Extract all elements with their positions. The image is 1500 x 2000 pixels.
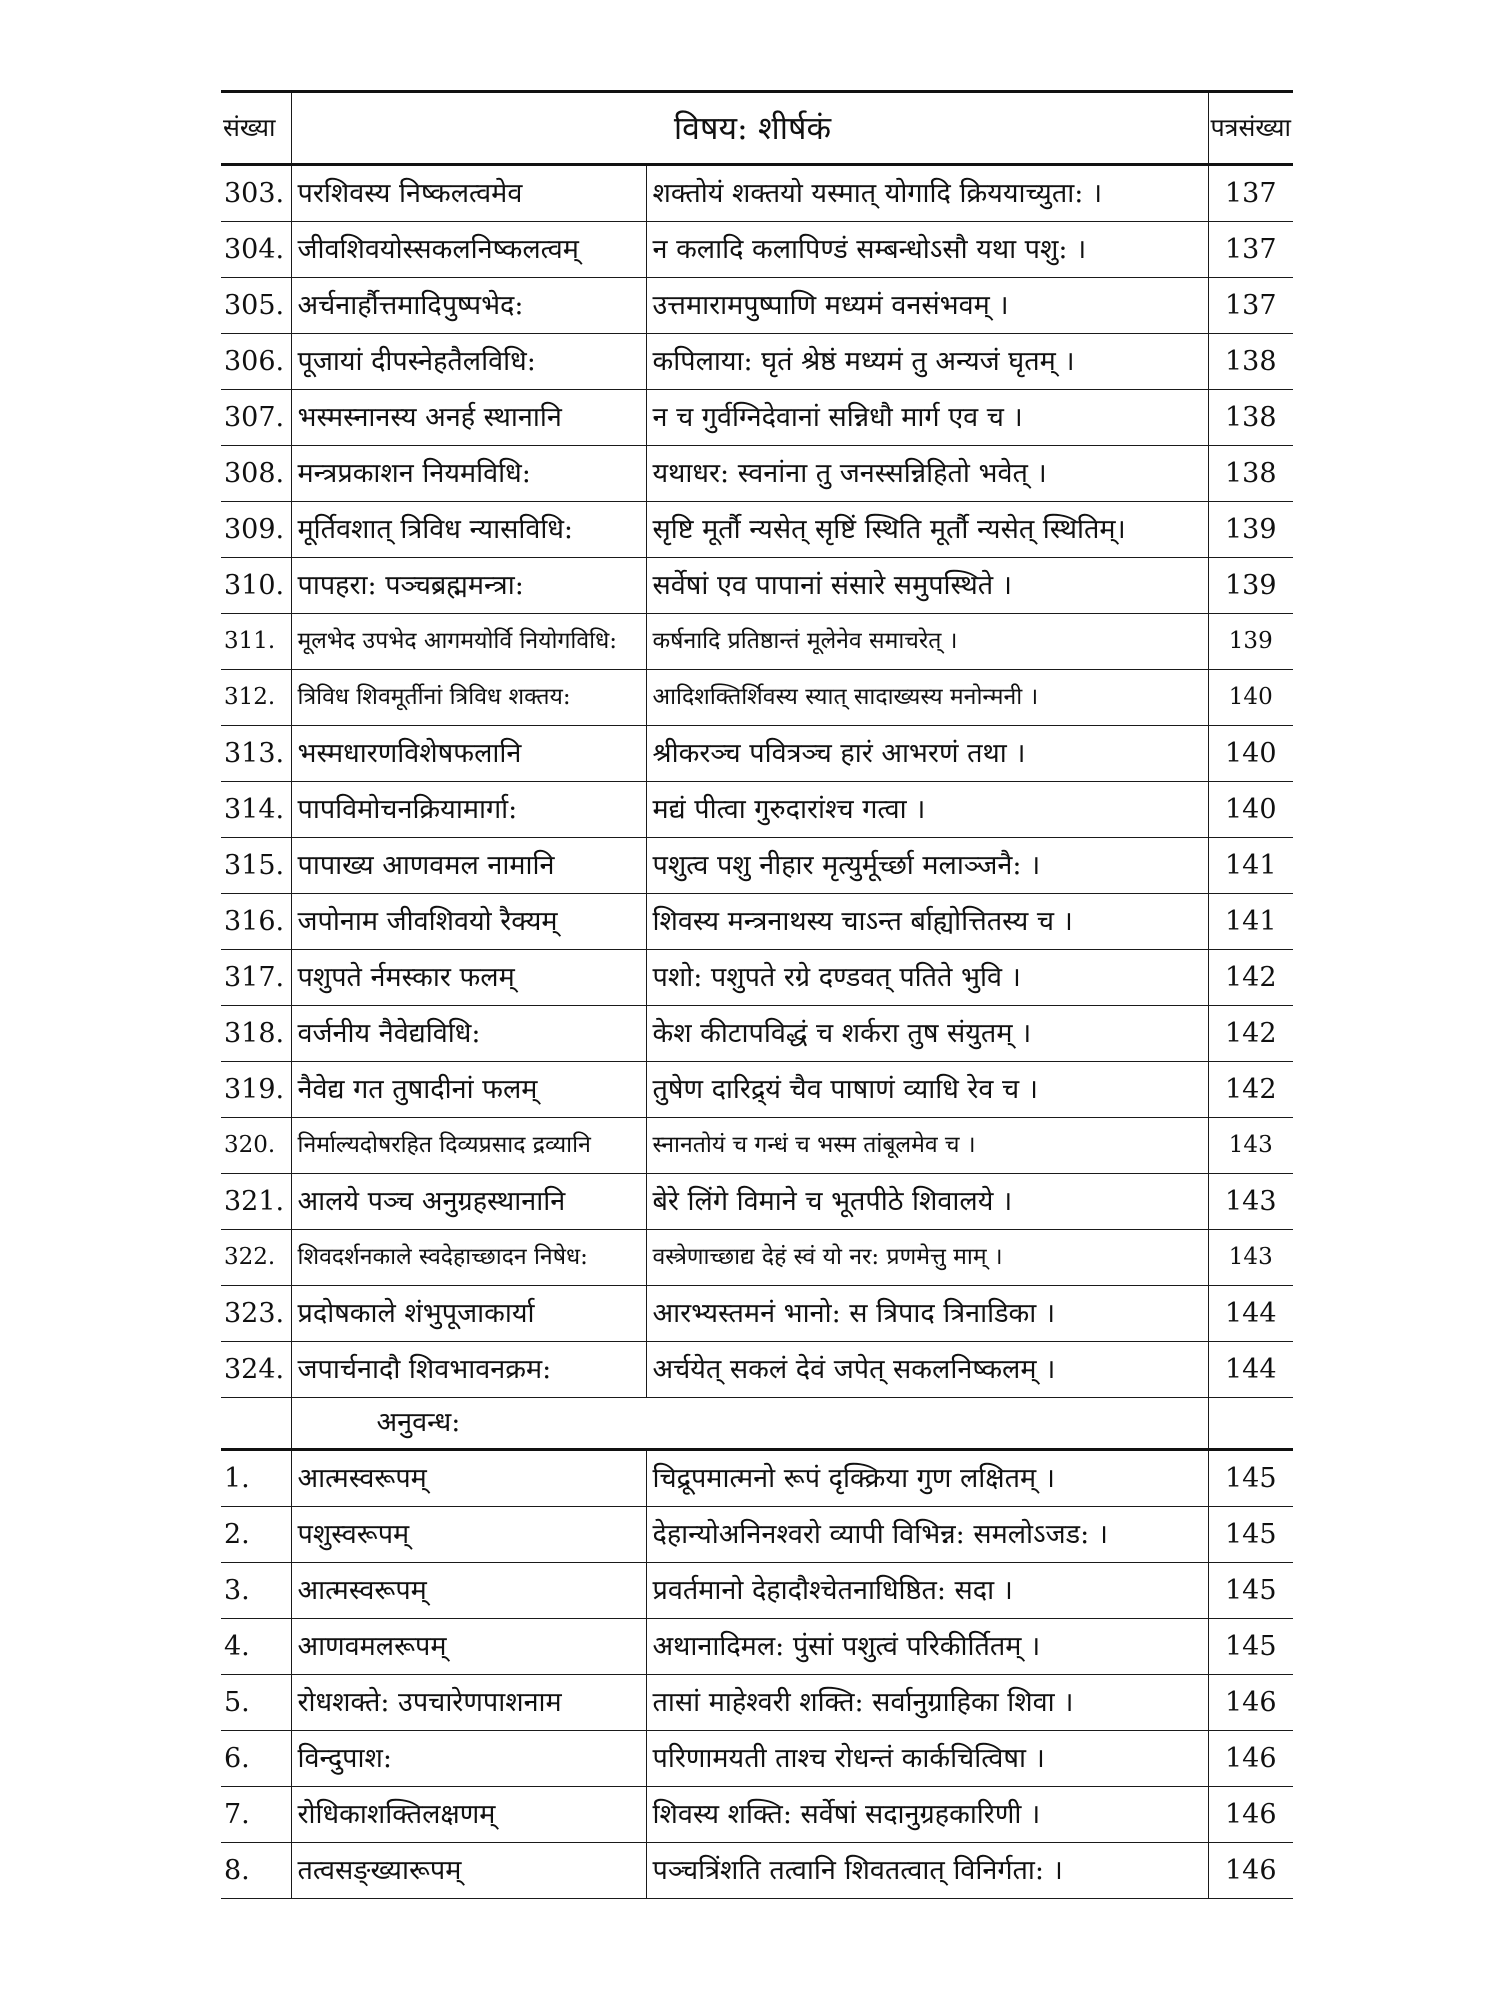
entry-number: 313. — [221, 726, 291, 782]
entry-verse: देहान्योअनिनश्वरो व्यापी विभिन्न: समलोऽजड: । — [646, 1507, 1208, 1563]
entry-topic: जपार्चनादौ शिवभावनक्रम: — [291, 1342, 646, 1398]
table-row — [221, 1787, 1293, 1843]
entry-page: 145 — [1208, 1619, 1293, 1675]
entry-number: 305. — [221, 278, 291, 334]
entry-verse: स्नानतोयं च गन्धं च भस्म तांबूलमेव च । — [646, 1118, 1208, 1174]
entry-topic: पापहरा: पञ्चब्रह्ममन्त्रा: — [291, 558, 646, 614]
index-table — [221, 90, 1293, 1899]
entry-topic: भस्मधारणविशेषफलानि — [291, 726, 646, 782]
entry-page: 144 — [1208, 1286, 1293, 1342]
entry-page: 144 — [1208, 1342, 1293, 1398]
appendix-entries — [221, 1450, 1293, 1899]
table-row — [221, 1563, 1293, 1619]
entry-topic: पूजायां दीपस्नेहतैलविधि: — [291, 334, 646, 390]
entry-verse: अथानादिमल: पुंसां पशुत्वं परिकीर्तितम् । — [646, 1619, 1208, 1675]
entry-topic: मूलभेद उपभेद आगमयोर्वि नियोगविधि: — [291, 614, 646, 670]
entry-verse: पञ्चत्रिंशति तत्वानि शिवतत्वात् विनिर्गता: । — [646, 1843, 1208, 1899]
entry-number: 3. — [221, 1563, 291, 1619]
entry-topic: आणवमलरूपम् — [291, 1619, 646, 1675]
entry-page: 139 — [1208, 614, 1293, 670]
entry-page: 143 — [1208, 1118, 1293, 1174]
table-row — [221, 1507, 1293, 1563]
entry-topic: जपोनाम जीवशिवयो रैक्यम् — [291, 894, 646, 950]
entry-page: 137 — [1208, 278, 1293, 334]
entry-topic: शिवदर्शनकाले स्वदेहाच्छादन निषेध: — [291, 1230, 646, 1286]
entry-verse: प्रवर्तमानो देहादौश्चेतनाधिष्ठित: सदा । — [646, 1563, 1208, 1619]
entry-number: 308. — [221, 446, 291, 502]
entry-topic: प्रदोषकाले शंभुपूजाकार्या — [291, 1286, 646, 1342]
table-row — [221, 1062, 1293, 1118]
entry-verse: वस्त्रेणाच्छाद्य देहं स्वं यो नर: प्रणमेत्तु माम् । — [646, 1230, 1208, 1286]
entry-page: 143 — [1208, 1174, 1293, 1230]
entry-topic: नैवेद्य गत तुषादीनां फलम् — [291, 1062, 646, 1118]
entry-number: 307. — [221, 390, 291, 446]
entry-verse: सर्वेषां एव पापानां संसारे समुपस्थिते । — [646, 558, 1208, 614]
entry-topic: पापविमोचनक्रियामार्गा: — [291, 782, 646, 838]
entry-number: 320. — [221, 1118, 291, 1174]
entry-topic: निर्माल्यदोषरहित दिव्यप्रसाद द्रव्यानि — [291, 1118, 646, 1174]
table-row — [221, 502, 1293, 558]
entry-verse: अर्चयेत् सकलं देवं जपेत् सकलनिष्कलम् । — [646, 1342, 1208, 1398]
table-row — [221, 558, 1293, 614]
entry-topic: रोधशक्ते: उपचारेणपाशनाम — [291, 1675, 646, 1731]
entry-verse: आदिशक्तिर्शिवस्य स्यात् सादाख्यस्य मनोन्मनी । — [646, 670, 1208, 726]
appendix-heading-blank — [1208, 1398, 1293, 1450]
entry-page: 145 — [1208, 1507, 1293, 1563]
entry-topic: पशुपते र्नमस्कार फलम् — [291, 950, 646, 1006]
entry-page: 146 — [1208, 1843, 1293, 1899]
entry-topic: परशिवस्य निष्कलत्वमेव — [291, 165, 646, 222]
table-row — [221, 1006, 1293, 1062]
table-row — [221, 1342, 1293, 1398]
entry-page: 137 — [1208, 222, 1293, 278]
entry-verse: उत्तमारामपुष्पाणि मध्यमं वनसंभवम् । — [646, 278, 1208, 334]
entry-topic: आलये पञ्च अनुग्रहस्थानानि — [291, 1174, 646, 1230]
entry-topic: रोधिकाशक्तिलक्षणम् — [291, 1787, 646, 1843]
entry-verse: परिणामयती ताश्च रोधन्तं कार्कचित्विषा । — [646, 1731, 1208, 1787]
entry-page: 140 — [1208, 670, 1293, 726]
entry-page: 138 — [1208, 334, 1293, 390]
entry-verse: सृष्टि मूर्तौ न्यसेत् सृष्टिं स्थिति मूर्तौ न्यसेत् स्थितिम्। — [646, 502, 1208, 558]
entry-number: 8. — [221, 1843, 291, 1899]
entry-number: 323. — [221, 1286, 291, 1342]
entry-number: 304. — [221, 222, 291, 278]
entry-verse: चिद्रूपमात्मनो रूपं दृक्क्रिया गुण लक्षितम् । — [646, 1450, 1208, 1507]
entry-number: 314. — [221, 782, 291, 838]
entry-number: 315. — [221, 838, 291, 894]
entry-number: 310. — [221, 558, 291, 614]
entry-page: 146 — [1208, 1787, 1293, 1843]
entry-number: 5. — [221, 1675, 291, 1731]
table-row — [221, 1843, 1293, 1899]
header-title: विषय: शीर्षकं — [291, 92, 1208, 165]
appendix-heading — [221, 1398, 1293, 1450]
entry-number: 6. — [221, 1731, 291, 1787]
entry-number: 316. — [221, 894, 291, 950]
table-row — [221, 782, 1293, 838]
table-row — [221, 278, 1293, 334]
table-row — [221, 1286, 1293, 1342]
entry-page: 145 — [1208, 1450, 1293, 1507]
table-row — [221, 950, 1293, 1006]
table-row — [221, 1174, 1293, 1230]
entry-number: 317. — [221, 950, 291, 1006]
entry-number: 1. — [221, 1450, 291, 1507]
entry-topic: तत्वसङ्ख्यारूपम् — [291, 1843, 646, 1899]
entry-number: 2. — [221, 1507, 291, 1563]
entry-verse: पशुत्व पशु नीहार मृत्युर्मूर्च्छा मलाञ्जनै: । — [646, 838, 1208, 894]
entry-number: 309. — [221, 502, 291, 558]
table-row — [221, 165, 1293, 222]
entry-verse: न कलादि कलापिण्डं सम्बन्धोऽसौ यथा पशु: । — [646, 222, 1208, 278]
entry-topic: आत्मस्वरूपम् — [291, 1563, 646, 1619]
entry-topic: आत्मस्वरूपम् — [291, 1450, 646, 1507]
table-row — [221, 390, 1293, 446]
appendix-label: अनुवन्ध: — [291, 1398, 1208, 1450]
table-row — [221, 670, 1293, 726]
entry-number: 303. — [221, 165, 291, 222]
entry-number: 306. — [221, 334, 291, 390]
table-row — [221, 1230, 1293, 1286]
entry-page: 142 — [1208, 950, 1293, 1006]
entry-topic: अर्चनार्हौत्तमादिपुष्पभेद: — [291, 278, 646, 334]
entry-number: 319. — [221, 1062, 291, 1118]
entry-page: 142 — [1208, 1062, 1293, 1118]
entry-verse: शिवस्य शक्ति: सर्वेषां सदानुग्रहकारिणी । — [646, 1787, 1208, 1843]
entry-verse: पशो: पशुपते रग्रे दण्डवत् पतिते भुवि । — [646, 950, 1208, 1006]
entry-topic: पशुस्वरूपम् — [291, 1507, 646, 1563]
entry-verse: आरभ्यस्तमनं भानो: स त्रिपाद त्रिनाडिका । — [646, 1286, 1208, 1342]
entry-verse: तासां माहेश्वरी शक्ति: सर्वानुग्राहिका शिवा । — [646, 1675, 1208, 1731]
entry-topic: विन्दुपाश: — [291, 1731, 646, 1787]
entry-verse: शक्तोयं शक्तयो यस्मात् योगादि क्रिययाच्युता: । — [646, 165, 1208, 222]
entry-verse: बेरे लिंगे विमाने च भूतपीठे शिवालये । — [646, 1174, 1208, 1230]
entry-verse: श्रीकरञ्च पवित्रञ्च हारं आभरणं तथा । — [646, 726, 1208, 782]
table-row — [221, 1731, 1293, 1787]
entry-page: 138 — [1208, 390, 1293, 446]
entry-verse: केश कीटापविद्धं च शर्करा तुष संयुतम् । — [646, 1006, 1208, 1062]
entry-page: 139 — [1208, 558, 1293, 614]
entry-page: 141 — [1208, 894, 1293, 950]
table-row — [221, 1675, 1293, 1731]
entry-page: 137 — [1208, 165, 1293, 222]
entry-page: 140 — [1208, 782, 1293, 838]
entry-number: 311. — [221, 614, 291, 670]
table-row — [221, 1619, 1293, 1675]
entry-page: 138 — [1208, 446, 1293, 502]
entry-verse: तुषेण दारिद्र्यं चैव पाषाणं व्याधि रेव च । — [646, 1062, 1208, 1118]
entry-page: 140 — [1208, 726, 1293, 782]
entry-number: 4. — [221, 1619, 291, 1675]
entry-page: 143 — [1208, 1230, 1293, 1286]
entry-number: 312. — [221, 670, 291, 726]
table-row — [221, 894, 1293, 950]
entry-page: 142 — [1208, 1006, 1293, 1062]
entry-number: 324. — [221, 1342, 291, 1398]
entry-verse: कर्षनादि प्रतिष्ठान्तं मूलेनेव समाचरेत् । — [646, 614, 1208, 670]
entry-verse: यथाधर: स्वनांना तु जनस्सन्निहितो भवेत् । — [646, 446, 1208, 502]
entry-number: 318. — [221, 1006, 291, 1062]
entry-topic: भस्मस्नानस्य अनर्ह स्थानानि — [291, 390, 646, 446]
entry-topic: त्रिविध शिवमूर्तीनां त्रिविध शक्तय: — [291, 670, 646, 726]
header-number: संख्या — [221, 92, 291, 165]
entry-verse: शिवस्य मन्त्रनाथस्य चाऽन्त र्बाह्योत्तितस्य च । — [646, 894, 1208, 950]
appendix-heading-row — [221, 1398, 1293, 1450]
entry-verse: कपिलाया: घृतं श्रेष्ठं मध्यमं तु अन्यजं घृतम् । — [646, 334, 1208, 390]
entry-verse: न च गुर्वग्निदेवानां सन्निधौ मार्ग एव च । — [646, 390, 1208, 446]
entry-topic: मन्त्रप्रकाशन नियमविधि: — [291, 446, 646, 502]
entry-number: 322. — [221, 1230, 291, 1286]
table-row — [221, 1450, 1293, 1507]
entry-page: 146 — [1208, 1675, 1293, 1731]
table-row — [221, 446, 1293, 502]
entry-topic: मूर्तिवशात् त्रिविध न्यासविधि: — [291, 502, 646, 558]
entry-topic: पापाख्य आणवमल नामानि — [291, 838, 646, 894]
table-row — [221, 838, 1293, 894]
entry-number: 7. — [221, 1787, 291, 1843]
table-row — [221, 726, 1293, 782]
entry-page: 146 — [1208, 1731, 1293, 1787]
header-page: पत्रसंख्या — [1208, 92, 1293, 165]
entry-page: 145 — [1208, 1563, 1293, 1619]
table-row — [221, 334, 1293, 390]
entry-topic: वर्जनीय नैवेद्यविधि: — [291, 1006, 646, 1062]
entry-topic: जीवशिवयोस्सकलनिष्कलत्वम् — [291, 222, 646, 278]
table-header-row — [221, 92, 1293, 165]
entry-number: 321. — [221, 1174, 291, 1230]
entry-page: 139 — [1208, 502, 1293, 558]
table-row — [221, 614, 1293, 670]
entry-page: 141 — [1208, 838, 1293, 894]
table-row — [221, 1118, 1293, 1174]
appendix-heading-blank — [221, 1398, 291, 1450]
entry-verse: मद्यं पीत्वा गुरुदारांश्च गत्वा । — [646, 782, 1208, 838]
main-entries — [221, 165, 1293, 1398]
table-row — [221, 222, 1293, 278]
